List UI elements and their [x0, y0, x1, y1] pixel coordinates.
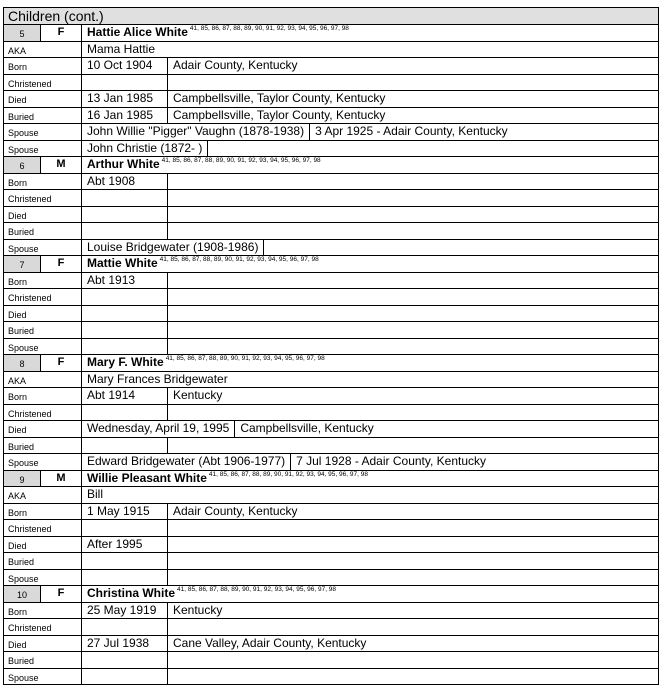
fact-date: 10 Oct 1904 [82, 58, 168, 74]
fact-date [82, 207, 168, 223]
fact-place [168, 619, 658, 635]
aka-value: Mary Frances Bridgewater [87, 371, 228, 386]
fact-label: Spouse [4, 240, 82, 256]
child-number: 6 [4, 157, 41, 173]
spouse-name: Louise Bridgewater (1908-1986) [82, 240, 264, 256]
fact-place: Campbellsville, Kentucky [240, 421, 374, 435]
fact-row-born [4, 388, 658, 405]
fact-date: 1 May 1915 [82, 504, 168, 520]
child-name: Arthur White [87, 157, 160, 171]
fact-date [82, 553, 168, 569]
fact-row-christened [4, 75, 658, 92]
fact-date: Abt 1908 [82, 174, 168, 190]
fact-row-spouse [4, 339, 658, 356]
fact-row-buried [4, 652, 658, 669]
person-header-row [4, 256, 658, 273]
child-sex: F [41, 256, 82, 272]
spouse-name: John Christie (1872- ) [82, 141, 208, 157]
fact-label: Christened [4, 75, 82, 91]
source-citations: 41, 85, 86, 87, 88, 89, 90, 91, 92, 93, 94, 95, 96, 97, 98 [161, 157, 321, 164]
children-rows [4, 25, 658, 685]
fact-label: Spouse [4, 669, 82, 685]
fact-row-spouse [4, 454, 658, 471]
fact-row-born [4, 174, 658, 191]
fact-row-spouse [4, 669, 658, 686]
fact-date [82, 339, 168, 355]
fact-row-buried [4, 108, 658, 125]
fact-label: Buried [4, 108, 82, 124]
child-name-cell [82, 157, 658, 173]
fact-date: 25 May 1919 [82, 603, 168, 619]
child-name-cell [82, 471, 658, 487]
spouse-name: Edward Bridgewater (Abt 1906-1977) [82, 454, 291, 470]
spouse-name: John Willie "Pigger" Vaughn (1878-1938) [82, 124, 310, 140]
fact-row-christened [4, 405, 658, 422]
fact-place [168, 273, 658, 289]
fact-label: Christened [4, 190, 82, 206]
fact-row-died [4, 537, 658, 554]
fact-place: Campbellsville, Taylor County, Kentucky [173, 107, 386, 122]
fact-place: Kentucky [173, 602, 223, 617]
fact-place [168, 306, 658, 322]
fact-label: Christened [4, 405, 82, 421]
child-number: 8 [4, 355, 41, 371]
child-sex: M [41, 471, 82, 487]
fact-label: Buried [4, 553, 82, 569]
fact-label: Buried [4, 438, 82, 454]
person-header-row [4, 471, 658, 488]
fact-place [168, 405, 658, 421]
fact-place [168, 223, 658, 239]
person-header-row [4, 25, 658, 42]
child-sex: F [41, 355, 82, 371]
marriage-detail [208, 141, 658, 157]
fact-date [82, 669, 168, 685]
fact-date [82, 652, 168, 668]
fact-place [168, 174, 658, 190]
fact-row-christened [4, 289, 658, 306]
fact-place: Campbellsville, Taylor County, Kentucky [173, 91, 386, 105]
fact-row-spouse [4, 240, 658, 257]
aka-value: Bill [87, 487, 104, 501]
fact-date [82, 438, 168, 454]
fact-date [82, 322, 168, 338]
fact-label: Spouse [4, 570, 82, 586]
fact-label: Died [4, 421, 82, 437]
fact-label: AKA [4, 372, 82, 388]
person-header-row [4, 157, 658, 174]
fact-row-born [4, 58, 658, 75]
fact-date: 13 Jan 1985 [82, 91, 168, 107]
fact-place [168, 75, 658, 91]
fact-label: AKA [4, 487, 82, 503]
child-name: Mattie White [87, 256, 158, 270]
fact-place [168, 289, 658, 305]
marriage-detail: 3 Apr 1925 - Adair County, Kentucky [315, 124, 508, 138]
fact-place [168, 669, 658, 685]
fact-label: Buried [4, 652, 82, 668]
fact-date: Abt 1914 [82, 388, 168, 404]
fact-place [168, 339, 658, 355]
child-name: Mary F. White [87, 355, 164, 369]
fact-place [168, 652, 658, 668]
fact-row-died [4, 207, 658, 224]
fact-date: After 1995 [82, 537, 168, 553]
child-name-cell [82, 586, 658, 602]
fact-label: Born [4, 603, 82, 619]
fact-label: Christened [4, 520, 82, 536]
child-number: 10 [4, 586, 41, 602]
fact-date [82, 75, 168, 91]
fact-label: Spouse [4, 124, 82, 140]
child-sex: F [41, 25, 82, 41]
fact-label: Spouse [4, 141, 82, 157]
fact-date [82, 570, 168, 586]
fact-row-born [4, 603, 658, 620]
fact-place [168, 190, 658, 206]
fact-row-christened [4, 190, 658, 207]
fact-date [82, 520, 168, 536]
children-table [3, 7, 659, 685]
fact-label: Born [4, 504, 82, 520]
fact-place: Adair County, Kentucky [173, 58, 298, 72]
fact-date: Wednesday, April 19, 1995 [82, 421, 235, 437]
fact-label: Spouse [4, 454, 82, 470]
fact-row-buried [4, 322, 658, 339]
fact-place [168, 438, 658, 454]
child-name-cell [82, 256, 658, 272]
source-citations: 41, 85, 86, 87, 88, 89, 90, 91, 92, 93, 94, 95, 96, 97, 98 [177, 586, 337, 593]
fact-row-died [4, 91, 658, 108]
fact-date: Abt 1913 [82, 273, 168, 289]
fact-label: Spouse [4, 339, 82, 355]
source-citations: 41, 85, 86, 87, 88, 89, 90, 91, 92, 93, 94, 95, 96, 97, 98 [159, 256, 319, 263]
fact-date [82, 223, 168, 239]
child-name-cell [82, 355, 658, 371]
fact-date [82, 306, 168, 322]
source-citations: 41, 85, 86, 87, 88, 89, 90, 91, 92, 93, 94, 95, 96, 97, 98 [189, 25, 349, 32]
fact-row-christened [4, 520, 658, 537]
fact-place [168, 553, 658, 569]
fact-row-spouse [4, 124, 658, 141]
fact-date [82, 190, 168, 206]
fact-date [82, 405, 168, 421]
fact-place [168, 322, 658, 338]
fact-label: Died [4, 537, 82, 553]
child-number: 7 [4, 256, 41, 272]
fact-row-died [4, 306, 658, 323]
fact-place [168, 570, 658, 586]
fact-label: AKA [4, 42, 82, 58]
fact-row-aka [4, 487, 658, 504]
fact-label: Born [4, 58, 82, 74]
fact-date: 27 Jul 1938 [82, 636, 168, 652]
fact-row-christened [4, 619, 658, 636]
fact-place [168, 520, 658, 536]
fact-row-died [4, 421, 658, 438]
section-title: Children (cont.) [4, 8, 658, 25]
fact-row-buried [4, 438, 658, 455]
fact-label: Died [4, 636, 82, 652]
fact-label: Born [4, 388, 82, 404]
person-header-row [4, 355, 658, 372]
source-citations: 41, 85, 86, 87, 88, 89, 90, 91, 92, 93, 94, 95, 96, 97, 98 [165, 355, 325, 362]
marriage-detail [264, 240, 658, 256]
fact-label: Died [4, 91, 82, 107]
child-sex: M [41, 157, 82, 173]
fact-label: Born [4, 174, 82, 190]
fact-place: Kentucky [173, 388, 223, 402]
child-number: 5 [4, 25, 41, 41]
marriage-detail: 7 Jul 1928 - Adair County, Kentucky [296, 454, 487, 468]
fact-label: Buried [4, 322, 82, 338]
fact-place [168, 207, 658, 223]
fact-date [82, 289, 168, 305]
fact-row-spouse [4, 570, 658, 587]
fact-row-died [4, 636, 658, 653]
fact-date: 16 Jan 1985 [82, 108, 168, 124]
fact-date [82, 619, 168, 635]
fact-label: Died [4, 207, 82, 223]
fact-label: Born [4, 273, 82, 289]
child-name: Hattie Alice White [87, 25, 188, 39]
fact-row-born [4, 273, 658, 290]
source-citations: 41, 85, 86, 87, 88, 89, 90, 91, 92, 93, 94, 95, 96, 97, 98 [208, 470, 368, 478]
fact-row-aka [4, 42, 658, 59]
fact-place: Cane Valley, Adair County, Kentucky [173, 635, 367, 650]
fact-place [168, 537, 658, 553]
fact-label: Christened [4, 619, 82, 635]
fact-place: Adair County, Kentucky [173, 503, 298, 518]
child-name: Christina White [87, 586, 176, 600]
fact-label: Buried [4, 223, 82, 239]
fact-row-spouse [4, 141, 658, 158]
child-sex: F [41, 586, 82, 602]
fact-label: Christened [4, 289, 82, 305]
fact-row-buried [4, 223, 658, 240]
child-number: 9 [4, 471, 41, 487]
fact-row-buried [4, 553, 658, 570]
child-name: Willie Pleasant White [87, 470, 207, 485]
fact-label: Died [4, 306, 82, 322]
child-name-cell [82, 25, 658, 41]
aka-value: Mama Hattie [87, 41, 156, 56]
fact-row-aka [4, 372, 658, 389]
person-header-row [4, 586, 658, 603]
fact-row-born [4, 504, 658, 521]
